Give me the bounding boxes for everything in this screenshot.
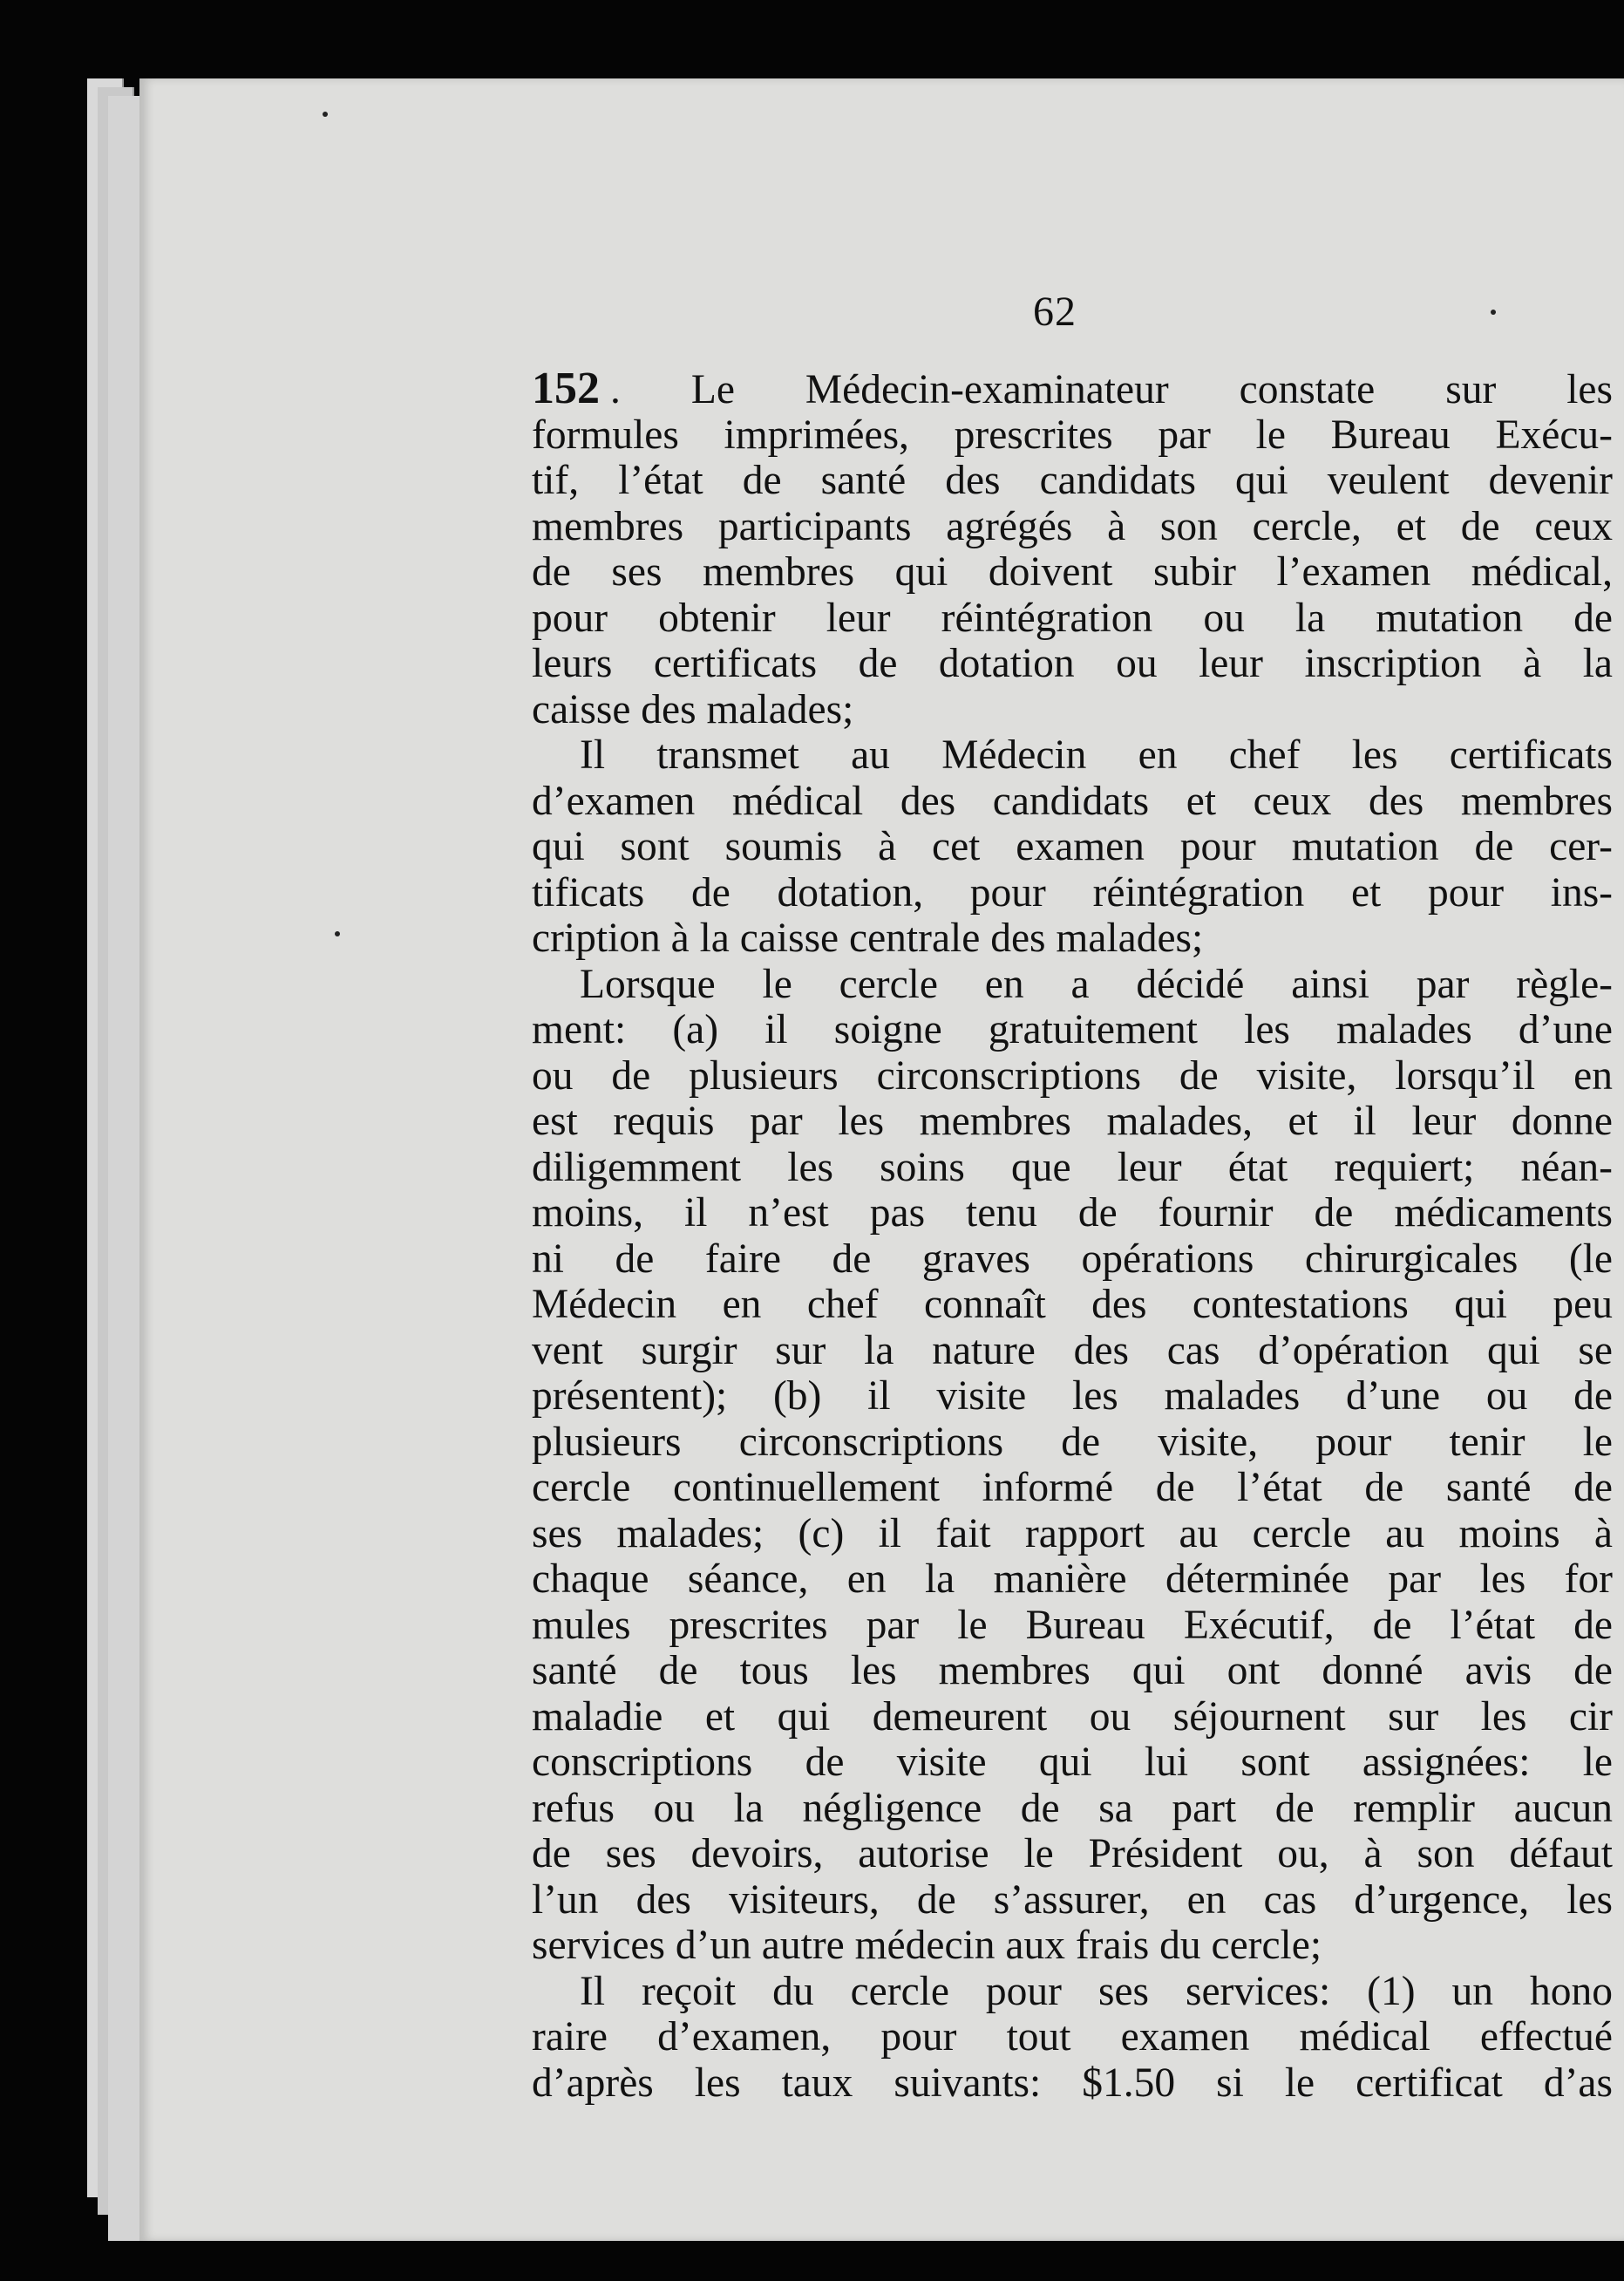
text-line: raire d’examen, pour tout examen médical effectué bbox=[532, 2014, 1613, 2060]
text-line: qui sont soumis à cet examen pour mutation de cer- bbox=[532, 824, 1613, 869]
text-line: Il transmet au Médecin en chef les certificats bbox=[580, 732, 1613, 778]
text-line: formules imprimées, prescrites par le Bureau Exécu- bbox=[532, 412, 1613, 458]
text-line: santé de tous les membres qui ont donné avis de bbox=[532, 1648, 1613, 1693]
text-line: leurs certificats de dotation ou leur inscription à la bbox=[532, 641, 1613, 686]
text-line: diligemment les soins que leur état requiert; néan- bbox=[532, 1144, 1613, 1190]
text-line: d’après les taux suivants: $1.50 si le certificat d’as bbox=[532, 2060, 1613, 2106]
text-line: d’examen médical des candidats et ceux des membres bbox=[532, 778, 1613, 824]
text-line: refus ou la négligence de sa part de remplir aucun bbox=[532, 1785, 1613, 1831]
text-line: maladie et qui demeurent ou séjournent sur les cir bbox=[532, 1693, 1613, 1740]
scan-speck bbox=[335, 931, 340, 936]
text-line: tificats de dotation, pour réintégration et pour ins- bbox=[532, 869, 1613, 916]
text-line: membres participants agrégés à son cercle, et de ceux bbox=[532, 503, 1613, 549]
text-line: Médecin en chef connaît des contestations qui peu bbox=[532, 1282, 1613, 1327]
text-line: pour obtenir leur réintégration ou la mutation de bbox=[532, 595, 1613, 641]
text-line: est requis par les membres malades, et il leur donne bbox=[532, 1099, 1613, 1144]
text-line: services d’un autre médecin aux frais du cercle; bbox=[532, 1923, 1322, 1968]
scan-border bbox=[0, 2241, 1624, 2281]
text-line: de ses membres qui doivent subir l’examen médical, bbox=[532, 549, 1613, 595]
text-line: mules prescrites par le Bureau Exécutif, de l’état de bbox=[532, 1602, 1613, 1648]
text-line: caisse des malades; bbox=[532, 686, 854, 732]
text-line: chaque séance, en la manière déterminée par les for bbox=[532, 1556, 1613, 1602]
text-line: cription à la caisse centrale des malades; bbox=[532, 916, 1204, 961]
text-line: conscriptions de visite qui lui sont assignées: le bbox=[532, 1740, 1613, 1785]
text-line: Lorsque le cercle en a décidé ainsi par règle- bbox=[580, 961, 1613, 1007]
text-line: l’un des visiteurs, de s’assurer, en cas d’urgence, les bbox=[532, 1876, 1613, 1923]
text-line: tif, l’état de santé des candidats qui veulent devenir bbox=[532, 458, 1613, 503]
text-line: ni de faire de graves opérations chirurgicales (le bbox=[532, 1236, 1613, 1282]
text-line: de ses devoirs, autorise le Président ou, à son défaut bbox=[532, 1831, 1613, 1876]
scan-speck bbox=[1491, 310, 1496, 315]
text-line: plusieurs circonscriptions de visite, pour tenir le bbox=[532, 1419, 1613, 1465]
text-line: moins, il n’est pas tenu de fournir de médicaments bbox=[532, 1190, 1613, 1236]
text-line: ses malades; (c) il fait rapport au cercle au moins à bbox=[532, 1510, 1613, 1556]
text-line: vent surgir sur la nature des cas d’opération qui se bbox=[532, 1327, 1613, 1373]
page-number: 62 bbox=[1033, 289, 1077, 335]
text-line: présentent); (b) il visite les malades d’une ou de bbox=[532, 1373, 1613, 1419]
text-line: Il reçoit du cercle pour ses services: (1) un hono bbox=[580, 1968, 1613, 2014]
text-line: 152 . Le Médecin-examinateur constate sur les bbox=[532, 364, 1613, 413]
text-line: ment: (a) il soigne gratuitement les malades d’une bbox=[532, 1007, 1613, 1052]
text-line: ou de plusieurs circonscriptions de visite, lorsqu’il en bbox=[532, 1052, 1613, 1099]
section-number: 152 bbox=[532, 364, 600, 413]
text-line: cercle continuellement informé de l’état de santé de bbox=[532, 1465, 1613, 1510]
scan-speck bbox=[323, 112, 328, 117]
body-text bbox=[532, 366, 1613, 2106]
